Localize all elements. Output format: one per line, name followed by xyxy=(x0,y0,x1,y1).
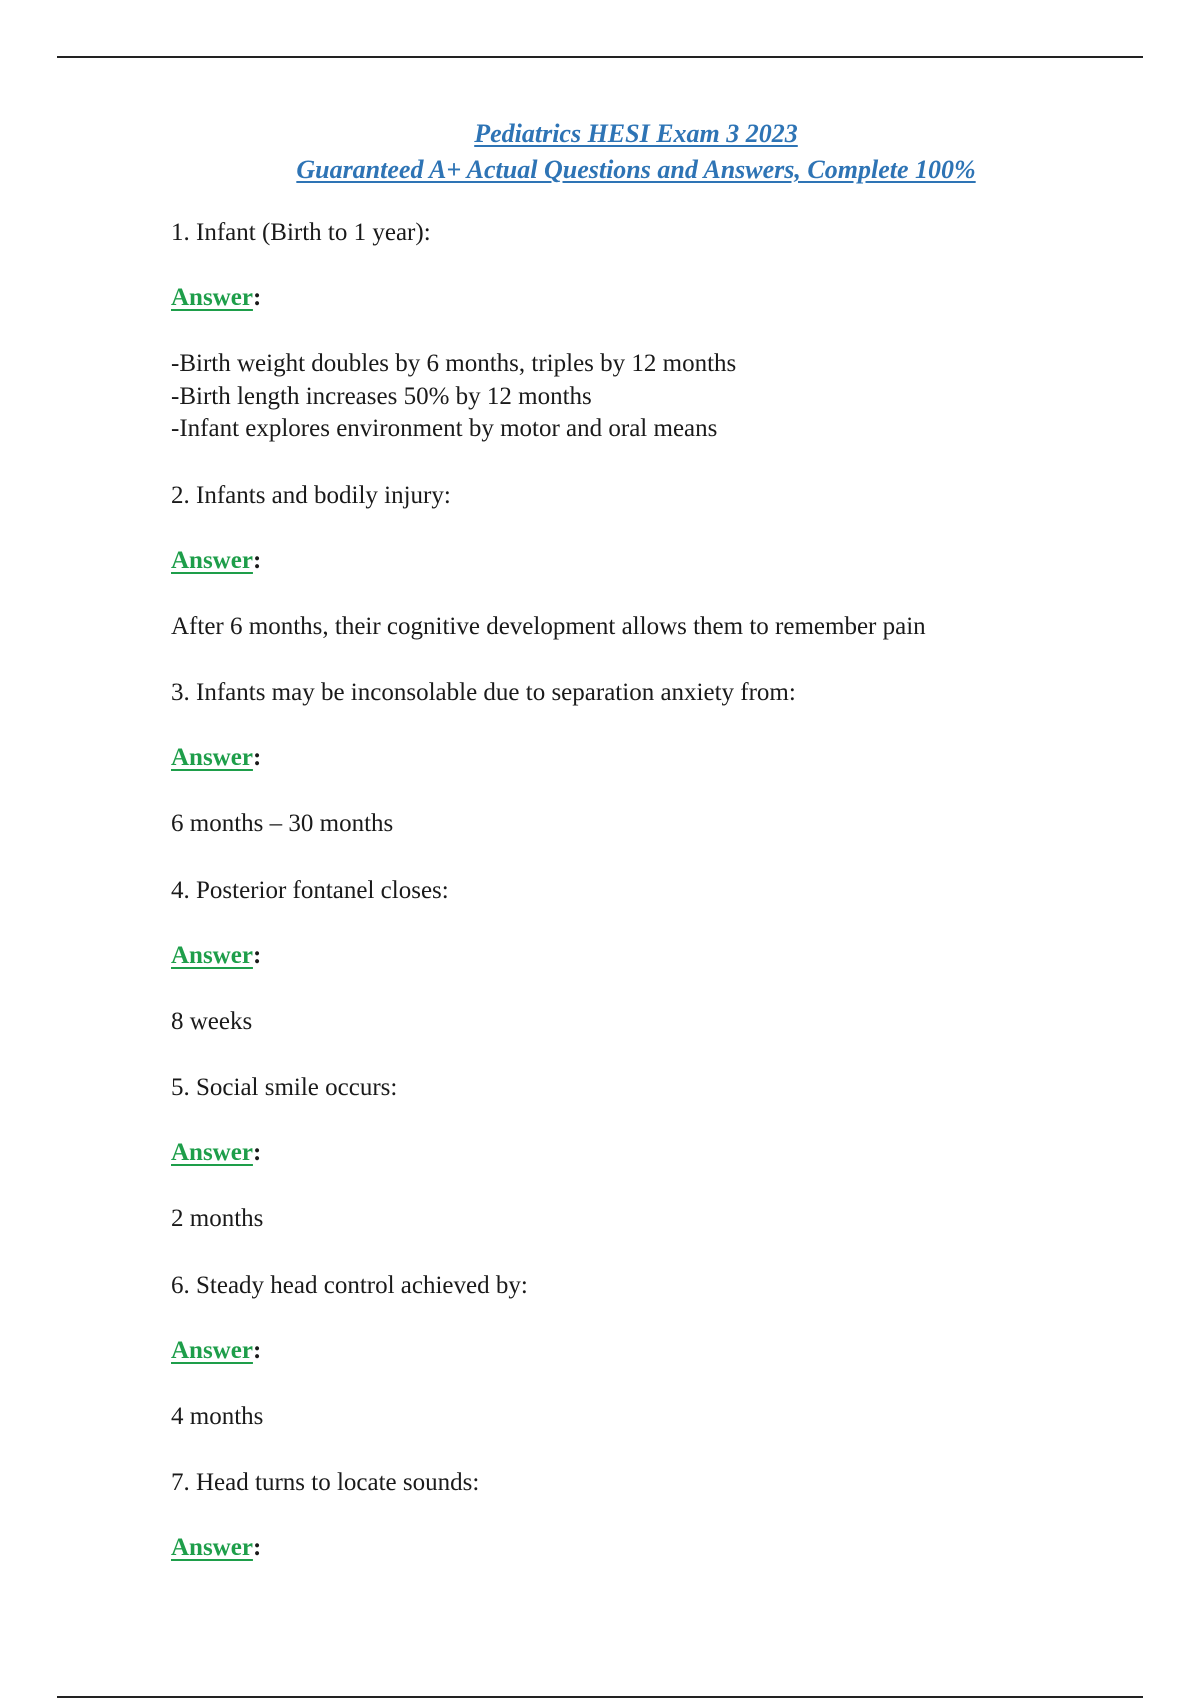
answer-label-colon: : xyxy=(252,284,262,311)
answer-label xyxy=(171,1138,1131,1168)
answer-text xyxy=(171,808,1131,841)
question-text: 7. Head turns to locate sounds: xyxy=(171,1469,480,1496)
answer-label-word: Answer xyxy=(171,1336,253,1364)
answer-text xyxy=(171,1203,1131,1236)
answer-label xyxy=(171,941,1131,971)
qa-item xyxy=(171,218,1131,446)
answer-text xyxy=(171,1401,1131,1434)
qa-item xyxy=(171,1073,1131,1236)
answer-line: -Birth weight doubles by 6 months, triples by 12 months xyxy=(171,350,737,377)
answer-label-colon: : xyxy=(252,1336,262,1364)
question-text: 2. Infants and bodily injury: xyxy=(171,481,451,509)
answer-label-word: Answer xyxy=(171,1139,253,1166)
qa-item xyxy=(171,1468,1131,1563)
question-text: 6. Steady head control achieved by: xyxy=(171,1271,528,1299)
answer-label-colon: : xyxy=(252,1139,262,1166)
answer-line: 2 months xyxy=(171,1205,264,1232)
qa-item xyxy=(171,481,1131,644)
answer-label-word: Answer xyxy=(171,284,253,311)
answer-label-word: Answer xyxy=(171,546,253,574)
answer-label xyxy=(171,1533,1131,1563)
answer-label xyxy=(171,743,1131,773)
qa-list xyxy=(171,218,1131,1598)
answer-line: 8 weeks xyxy=(171,1007,253,1035)
question-text: 4. Posterior fontanel closes: xyxy=(171,876,449,904)
answer-label xyxy=(171,546,1131,576)
answer-label-colon: : xyxy=(252,546,262,574)
answer-text xyxy=(171,611,1131,644)
answer-text xyxy=(171,348,1131,446)
title-line-2: Guaranteed A+ Actual Questions and Answers, Complete 100% xyxy=(296,155,976,184)
answer-line: -Infant explores environment by motor and oral means xyxy=(171,415,718,442)
qa-item xyxy=(171,678,1131,841)
footer-rule xyxy=(57,1696,1143,1698)
qa-item xyxy=(171,876,1131,1039)
answer-label-colon: : xyxy=(252,941,262,969)
answer-label-colon: : xyxy=(252,744,262,771)
question-text: 5. Social smile occurs: xyxy=(171,1074,398,1101)
answer-label-word: Answer xyxy=(171,1534,253,1561)
question-text: 3. Infants may be inconsolable due to separation anxiety from: xyxy=(171,679,796,706)
answer-line: 4 months xyxy=(171,1402,264,1430)
title-line-1: Pediatrics HESI Exam 3 2023 xyxy=(474,119,798,148)
answer-label-word: Answer xyxy=(171,941,253,969)
question-text: 1. Infant (Birth to 1 year): xyxy=(171,219,431,246)
qa-item xyxy=(171,1271,1131,1434)
answer-text xyxy=(171,1006,1131,1039)
header-rule xyxy=(57,56,1143,58)
answer-label xyxy=(171,1336,1131,1366)
answer-label-word: Answer xyxy=(171,744,253,771)
answer-line: -Birth length increases 50% by 12 months xyxy=(171,382,592,410)
answer-label xyxy=(171,283,1131,313)
answer-label-colon: : xyxy=(252,1534,262,1561)
document-title xyxy=(0,116,1200,188)
answer-line: 6 months – 30 months xyxy=(171,810,394,837)
answer-line: After 6 months, their cognitive development allows them to remember pain xyxy=(171,612,926,640)
